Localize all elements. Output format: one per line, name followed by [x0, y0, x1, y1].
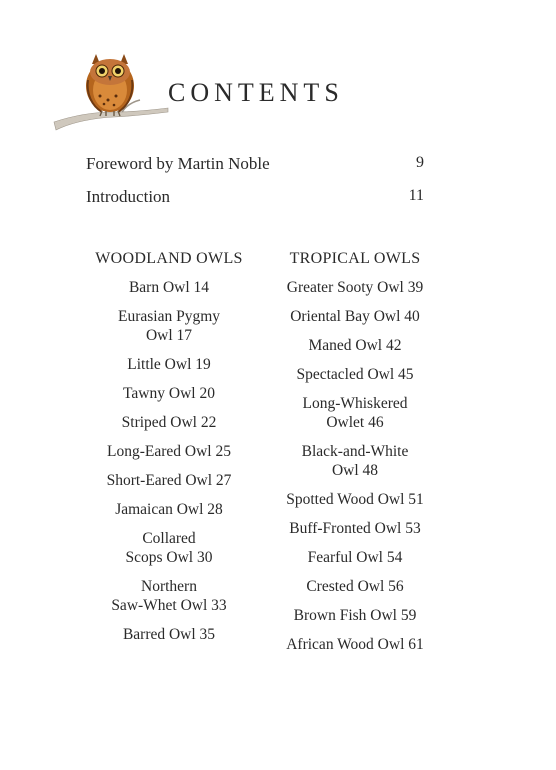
tropical-owls-column	[270, 250, 440, 664]
toc-entry-page: 11	[408, 187, 424, 204]
woodland-owls-column	[84, 250, 254, 654]
toc-entry[interactable]: Oriental Bay Owl 40	[290, 308, 420, 325]
toc-entry-introduction[interactable]	[86, 187, 424, 207]
toc-entry[interactable]: Maned Owl 42	[308, 337, 402, 354]
toc-entry[interactable]: Little Owl 19	[127, 356, 211, 373]
toc-entry[interactable]: Spectacled Owl 45	[296, 366, 414, 383]
toc-entry-page: 9	[416, 154, 424, 171]
toc-entry[interactable]: Long-Whiskered Owlet 46	[302, 395, 408, 431]
section-heading-tropical: TROPICAL OWLS	[289, 250, 421, 267]
toc-entry[interactable]: Collared Scops Owl 30	[125, 530, 213, 566]
page-title: CONTENTS	[168, 78, 344, 107]
toc-entry[interactable]: Northern Saw-Whet Owl 33	[111, 578, 227, 614]
toc-entry[interactable]: Greater Sooty Owl 39	[286, 279, 424, 296]
toc-entry[interactable]: Buff-Fronted Owl 53	[289, 520, 421, 537]
toc-entry[interactable]: Barred Owl 35	[122, 626, 216, 643]
toc-entry[interactable]: Crested Owl 56	[306, 578, 404, 595]
section-heading-woodland: WOODLAND OWLS	[95, 250, 243, 267]
toc-entry[interactable]: Fearful Owl 54	[307, 549, 403, 566]
toc-entry[interactable]: Spotted Wood Owl 51	[286, 491, 424, 508]
toc-entry-label: Introduction	[86, 187, 171, 206]
toc-entry[interactable]: African Wood Owl 61	[286, 636, 424, 653]
tropical-owls-list	[270, 278, 440, 654]
woodland-owls-list	[84, 278, 254, 644]
toc-entry-foreword[interactable]	[86, 154, 424, 174]
toc-entry[interactable]: Short-Eared Owl 27	[106, 472, 232, 489]
toc-entry[interactable]: Striped Owl 22	[121, 414, 217, 431]
toc-entry[interactable]: Long-Eared Owl 25	[107, 443, 231, 460]
toc-entry[interactable]: Tawny Owl 20	[123, 385, 215, 402]
toc-entry[interactable]: Jamaican Owl 28	[115, 501, 223, 518]
toc-entry-label: Foreword by Martin Noble	[86, 154, 270, 173]
toc-entry[interactable]: Barn Owl 14	[128, 279, 210, 296]
toc-entry[interactable]: Brown Fish Owl 59	[293, 607, 417, 624]
owl-on-branch-illustration	[52, 50, 170, 132]
toc-entry[interactable]: Eurasian Pygmy Owl 17	[117, 308, 221, 344]
toc-entry[interactable]: Black-and-White Owl 48	[301, 443, 409, 479]
